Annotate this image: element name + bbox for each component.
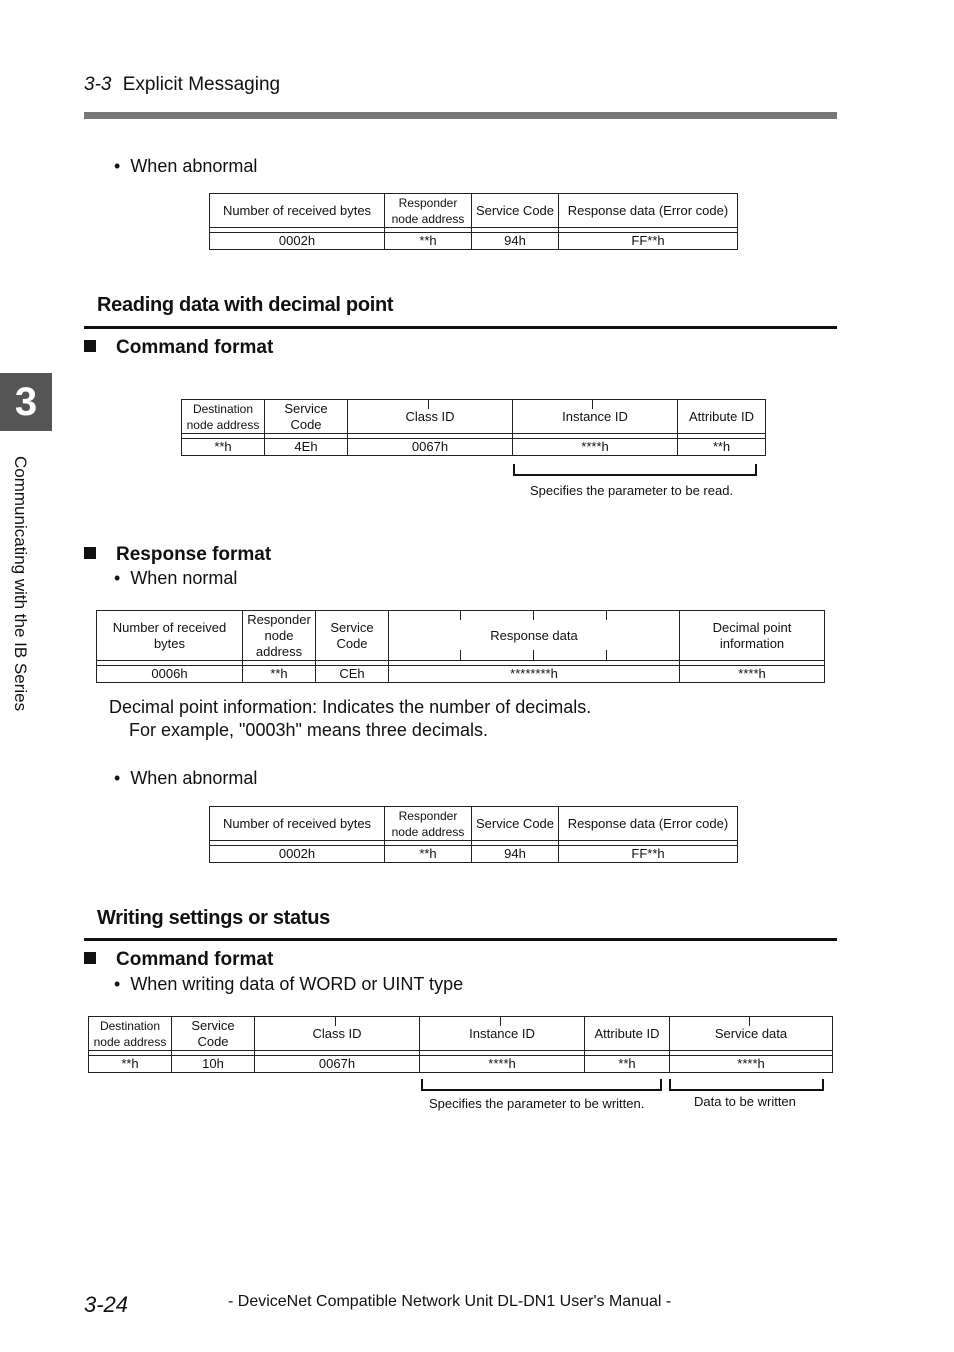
section-title: Explicit Messaging (122, 74, 281, 95)
byte-divider-tick (533, 610, 534, 620)
th-service-code: Service Code (172, 1017, 255, 1051)
bullet-when-abnormal-top: • When abnormal (114, 156, 258, 176)
td-value: **h (243, 666, 316, 683)
td-value: **h (585, 1056, 670, 1073)
th-attribute-id: Attribute ID (678, 400, 766, 434)
th-instance-id: Instance ID (513, 400, 678, 434)
bullet-word-uint: • When writing data of WORD or UINT type (114, 974, 464, 994)
reading-response-heading: Response format (84, 544, 271, 566)
bullet-when-abnormal-reading: • When abnormal (114, 768, 258, 788)
td-value: 0006h (97, 666, 243, 683)
byte-divider-tick (460, 610, 461, 620)
write-parameter-note: Specifies the parameter to be written. (429, 1096, 645, 1111)
header-rule (84, 112, 837, 119)
td-value: **h (385, 846, 472, 863)
writing-title: Writing settings or status (97, 907, 330, 929)
th-attribute-id: Attribute ID (585, 1017, 670, 1051)
td-value: **h (385, 233, 472, 250)
td-value: ****h (680, 666, 825, 683)
reading-title: Reading data with decimal point (97, 294, 394, 316)
td-value: 0067h (348, 439, 513, 456)
td-value: ****h (513, 439, 678, 456)
td-value: **h (678, 439, 766, 456)
td-value: 0067h (255, 1056, 420, 1073)
byte-divider-tick (592, 399, 593, 409)
byte-divider-tick (500, 1016, 501, 1026)
chapter-tab: 3 (0, 373, 52, 431)
td-value: 94h (472, 846, 559, 863)
running-header (84, 74, 280, 96)
writing-rule (84, 938, 837, 941)
td-value: 0002h (210, 846, 385, 863)
td-value: 4Eh (265, 439, 348, 456)
reading-command-heading: Command format (84, 337, 273, 359)
bullet-when-normal: • When normal (114, 568, 238, 588)
read-parameter-bracket (513, 464, 757, 476)
decimal-info-line-2: For example, "0003h" means three decimals. (129, 720, 488, 740)
th-responder-node: Responder node address (385, 807, 472, 841)
th-service-code: Service Code (265, 400, 348, 434)
byte-divider-tick (606, 650, 607, 660)
th-response-data: Response data (Error code) (559, 807, 738, 841)
byte-divider-tick (606, 610, 607, 620)
read-parameter-note: Specifies the parameter to be read. (530, 483, 734, 498)
td-value: CEh (316, 666, 389, 683)
reading-rule (84, 326, 837, 329)
th-response-data: Response data (Error code) (559, 194, 738, 228)
section-number: 3-3 (84, 74, 112, 95)
byte-divider-tick (335, 1016, 336, 1026)
td-value: ****h (420, 1056, 585, 1073)
td-value: FF**h (559, 846, 738, 863)
reading-normal-response-table (96, 610, 825, 683)
th-responder-node: Responder node address (385, 194, 472, 228)
th-service-code: Service Code (472, 807, 559, 841)
th-instance-id: Instance ID (420, 1017, 585, 1051)
abnormal-response-table-top (209, 193, 738, 250)
td-value: 0002h (210, 233, 385, 250)
th-service-code: Service Code (316, 611, 389, 661)
th-responder-node: Responder node address (243, 611, 316, 661)
th-response-data: Response data (389, 611, 680, 661)
th-received-bytes: Number of received bytes (210, 807, 385, 841)
byte-divider-tick (460, 650, 461, 660)
write-data-bracket (669, 1079, 824, 1091)
reading-command-table (181, 399, 766, 456)
td-value: **h (182, 439, 265, 456)
th-service-code: Service Code (472, 194, 559, 228)
td-value: 94h (472, 233, 559, 250)
th-class-id: Class ID (255, 1017, 420, 1051)
manual-title: - DeviceNet Compatible Network Unit DL-DN1 User's Manual - (228, 1293, 672, 1310)
th-class-id: Class ID (348, 400, 513, 434)
td-value: **h (89, 1056, 172, 1073)
byte-divider-tick (428, 399, 429, 409)
reading-abnormal-response-table (209, 806, 738, 863)
th-decimal-point-info: Decimal point information (680, 611, 825, 661)
byte-divider-tick (533, 650, 534, 660)
th-destination-node: Destination node address (89, 1017, 172, 1051)
td-value: 10h (172, 1056, 255, 1073)
write-parameter-bracket (421, 1079, 662, 1091)
byte-divider-tick (749, 1016, 750, 1026)
page-number: 3-24 (84, 1292, 129, 1317)
td-value: FF**h (559, 233, 738, 250)
writing-command-heading: Command format (84, 949, 273, 971)
writing-command-table (88, 1016, 833, 1073)
td-value: ****h (670, 1056, 833, 1073)
write-data-note: Data to be written (694, 1094, 796, 1109)
chapter-side-label: Communicating with the IB Series (11, 456, 30, 712)
th-received-bytes: Number of received bytes (97, 611, 243, 661)
th-service-data: Service data (670, 1017, 833, 1051)
decimal-info-line-1: Decimal point information: Indicates the number of decimals. (109, 697, 592, 717)
th-destination-node: Destination node address (182, 400, 265, 434)
th-received-bytes: Number of received bytes (210, 194, 385, 228)
td-value: ********h (389, 666, 680, 683)
